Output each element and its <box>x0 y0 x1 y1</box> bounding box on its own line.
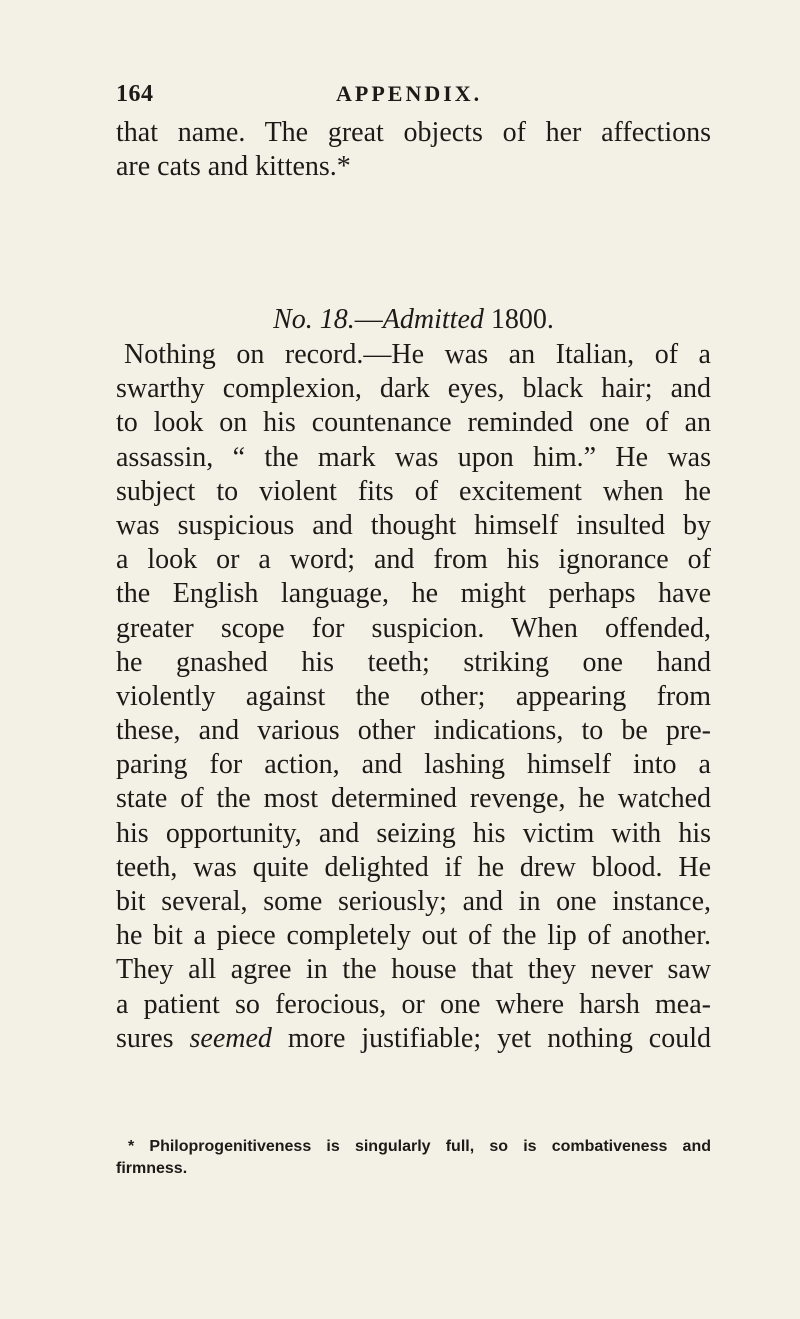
text-line: paring for action, and lashing himself into a <box>116 749 711 781</box>
running-head <box>116 74 716 114</box>
text-fragment: sures <box>116 1022 190 1054</box>
heading-number: No. 18. <box>273 304 355 335</box>
text-line: was suspicious and thought himself insulted by <box>116 509 711 541</box>
body-paragraph <box>116 338 711 1056</box>
text-line: a look or a word; and from his ignorance of <box>116 544 711 576</box>
text-line: assassin, “ the mark was upon him.” He was <box>116 441 711 473</box>
text-line: swarthy complexion, dark eyes, black hair; and <box>116 373 711 405</box>
text-line: violently against the other; appearing from <box>116 680 711 712</box>
text-line: greater scope for suspicion. When offended, <box>116 612 711 644</box>
text-line: to look on his countenance reminded one of an <box>116 407 711 439</box>
italic-word: seemed <box>189 1022 272 1054</box>
heading-separator: — <box>354 304 383 335</box>
text-line: the English language, he might perhaps have <box>116 578 711 610</box>
running-title: APPENDIX. <box>336 81 483 106</box>
page-number: 164 <box>116 81 154 107</box>
text-line-with-italic <box>116 1022 711 1056</box>
text-line: subject to violent fits of excitement when he <box>116 475 711 507</box>
section-heading <box>116 302 711 338</box>
intro-paragraph <box>116 116 711 184</box>
footnote <box>116 1136 711 1180</box>
text-line: Nothing on record.—He was an Italian, of a <box>124 339 711 370</box>
text-line: that name. The great objects of her affections <box>116 117 711 148</box>
footnote-line: firmness. <box>116 1160 188 1177</box>
text-line: he gnashed his teeth; striking one hand <box>116 646 711 678</box>
text-line: state of the most determined revenge, he watched <box>116 783 711 815</box>
text-line: are cats and kittens.* <box>116 151 351 183</box>
text-line: he bit a piece completely out of the lip of another. <box>116 920 711 952</box>
text-line: teeth, was quite delighted if he drew blood. He <box>116 851 711 883</box>
text-line: his opportunity, and seizing his victim with his <box>116 817 711 849</box>
heading-admitted: Admitted <box>382 304 484 335</box>
text-line: these, and various other indications, to be pre- <box>116 715 711 747</box>
heading-year: 1800. <box>490 304 554 335</box>
text-line: They all agree in the house that they never saw <box>116 954 711 986</box>
text-line: a patient so ferocious, or one where harsh mea- <box>116 988 711 1020</box>
text-fragment: more justifiable; yet nothing could <box>271 1022 711 1054</box>
text-line: bit several, some seriously; and in one instance, <box>116 886 711 917</box>
footnote-line: * Philoprogenitiveness is singularly full, so is combativeness and <box>128 1138 711 1155</box>
